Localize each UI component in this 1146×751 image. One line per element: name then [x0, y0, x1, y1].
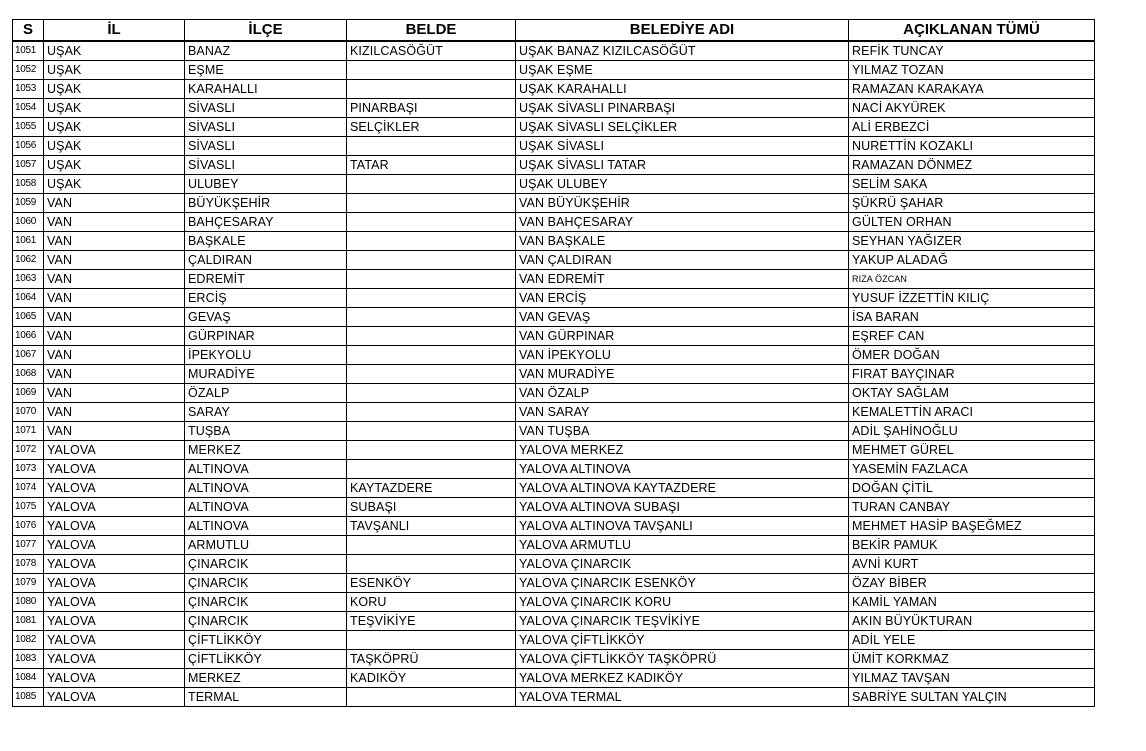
cell-ilce: BANAZ — [185, 41, 347, 61]
cell-belediye-adi: YALOVA MERKEZ KADIKÖY — [516, 668, 849, 687]
cell-sira: 1064 — [13, 288, 44, 307]
cell-aciklanan: MEHMET GÜREL — [849, 440, 1095, 459]
cell-belediye-adi: VAN BAHÇESARAY — [516, 212, 849, 231]
table-row — [13, 611, 1095, 630]
cell-aciklanan: YUSUF İZZETTİN KILIÇ — [849, 288, 1095, 307]
cell-aciklanan: BEKİR PAMUK — [849, 535, 1095, 554]
cell-il: YALOVA — [44, 687, 185, 706]
cell-il: UŞAK — [44, 41, 185, 61]
cell-il: UŞAK — [44, 136, 185, 155]
cell-sira: 1071 — [13, 421, 44, 440]
cell-belediye-adi: YALOVA TERMAL — [516, 687, 849, 706]
cell-ilce: ÇİFTLİKKÖY — [185, 630, 347, 649]
cell-ilce: ALTINOVA — [185, 497, 347, 516]
table-row — [13, 687, 1095, 706]
cell-belde — [347, 554, 516, 573]
table-row — [13, 459, 1095, 478]
cell-ilce: SARAY — [185, 402, 347, 421]
table-row — [13, 193, 1095, 212]
cell-belde — [347, 402, 516, 421]
cell-belediye-adi: YALOVA ALTINOVA TAVŞANLI — [516, 516, 849, 535]
cell-aciklanan: YILMAZ TAVŞAN — [849, 668, 1095, 687]
cell-ilce: TERMAL — [185, 687, 347, 706]
table-row — [13, 98, 1095, 117]
cell-belediye-adi: VAN BÜYÜKŞEHİR — [516, 193, 849, 212]
table-row — [13, 554, 1095, 573]
cell-sira: 1073 — [13, 459, 44, 478]
cell-aciklanan: ÖZAY BİBER — [849, 573, 1095, 592]
cell-aciklanan: EŞREF CAN — [849, 326, 1095, 345]
cell-belde — [347, 630, 516, 649]
cell-sira: 1077 — [13, 535, 44, 554]
cell-sira: 1053 — [13, 79, 44, 98]
header-aciklanan-tumu: AÇIKLANAN TÜMÜ — [849, 20, 1095, 41]
cell-aciklanan: ŞÜKRÜ ŞAHAR — [849, 193, 1095, 212]
cell-il: YALOVA — [44, 478, 185, 497]
cell-aciklanan: YASEMİN FAZLACA — [849, 459, 1095, 478]
cell-ilce: SİVASLI — [185, 155, 347, 174]
cell-belde: TAVŞANLI — [347, 516, 516, 535]
cell-sira: 1070 — [13, 402, 44, 421]
municipality-table — [12, 19, 1095, 707]
table-row — [13, 117, 1095, 136]
cell-belde: TATAR — [347, 155, 516, 174]
cell-aciklanan: ALİ ERBEZCİ — [849, 117, 1095, 136]
cell-ilce: MURADİYE — [185, 364, 347, 383]
cell-il: YALOVA — [44, 573, 185, 592]
cell-ilce: ARMUTLU — [185, 535, 347, 554]
table-row — [13, 41, 1095, 61]
cell-aciklanan: TURAN CANBAY — [849, 497, 1095, 516]
cell-ilce: KARAHALLI — [185, 79, 347, 98]
cell-sira: 1066 — [13, 326, 44, 345]
cell-belde — [347, 326, 516, 345]
cell-sira: 1060 — [13, 212, 44, 231]
cell-il: YALOVA — [44, 630, 185, 649]
cell-il: VAN — [44, 345, 185, 364]
cell-sira: 1074 — [13, 478, 44, 497]
cell-ilce: ALTINOVA — [185, 478, 347, 497]
cell-aciklanan: RAMAZAN DÖNMEZ — [849, 155, 1095, 174]
cell-il: YALOVA — [44, 497, 185, 516]
cell-il: VAN — [44, 250, 185, 269]
header-belediye-adi: BELEDİYE ADI — [516, 20, 849, 41]
cell-belediye-adi: YALOVA ALTINOVA KAYTAZDERE — [516, 478, 849, 497]
cell-aciklanan: KEMALETTİN ARACI — [849, 402, 1095, 421]
cell-il: VAN — [44, 421, 185, 440]
header-il: İL — [44, 20, 185, 41]
cell-belde: KAYTAZDERE — [347, 478, 516, 497]
cell-belediye-adi: UŞAK SİVASLI — [516, 136, 849, 155]
cell-aciklanan: ÖMER DOĞAN — [849, 345, 1095, 364]
cell-belediye-adi: VAN ERCİŞ — [516, 288, 849, 307]
cell-il: YALOVA — [44, 516, 185, 535]
cell-il: VAN — [44, 326, 185, 345]
table-row — [13, 231, 1095, 250]
cell-sira: 1057 — [13, 155, 44, 174]
cell-belde — [347, 269, 516, 288]
cell-belde: KADIKÖY — [347, 668, 516, 687]
cell-ilce: ÇINARCIK — [185, 592, 347, 611]
cell-il: YALOVA — [44, 554, 185, 573]
cell-il: VAN — [44, 402, 185, 421]
cell-il: VAN — [44, 364, 185, 383]
cell-ilce: SİVASLI — [185, 98, 347, 117]
cell-belde — [347, 174, 516, 193]
cell-ilce: EDREMİT — [185, 269, 347, 288]
cell-sira: 1080 — [13, 592, 44, 611]
cell-sira: 1061 — [13, 231, 44, 250]
cell-belediye-adi: VAN GEVAŞ — [516, 307, 849, 326]
cell-belediye-adi: YALOVA ÇİFTLİKKÖY — [516, 630, 849, 649]
table-row — [13, 630, 1095, 649]
cell-ilce: ALTINOVA — [185, 459, 347, 478]
table-row — [13, 269, 1095, 288]
cell-ilce: SİVASLI — [185, 117, 347, 136]
table-row — [13, 79, 1095, 98]
cell-belde: ESENKÖY — [347, 573, 516, 592]
table-row — [13, 592, 1095, 611]
cell-ilce: GEVAŞ — [185, 307, 347, 326]
cell-ilce: MERKEZ — [185, 668, 347, 687]
cell-ilce: ÖZALP — [185, 383, 347, 402]
table-row — [13, 288, 1095, 307]
cell-il: UŞAK — [44, 60, 185, 79]
cell-il: UŞAK — [44, 155, 185, 174]
cell-sira: 1068 — [13, 364, 44, 383]
table-row — [13, 60, 1095, 79]
cell-ilce: İPEKYOLU — [185, 345, 347, 364]
cell-ilce: GÜRPINAR — [185, 326, 347, 345]
cell-belediye-adi: UŞAK SİVASLI PINARBAŞI — [516, 98, 849, 117]
cell-sira: 1072 — [13, 440, 44, 459]
cell-belde: TEŞVİKİYE — [347, 611, 516, 630]
cell-sira: 1055 — [13, 117, 44, 136]
cell-il: UŞAK — [44, 79, 185, 98]
cell-aciklanan: REFİK TUNCAY — [849, 41, 1095, 61]
cell-il: YALOVA — [44, 459, 185, 478]
cell-aciklanan: KAMİL YAMAN — [849, 592, 1095, 611]
cell-il: VAN — [44, 288, 185, 307]
cell-aciklanan: GÜLTEN ORHAN — [849, 212, 1095, 231]
cell-belde — [347, 535, 516, 554]
cell-il: YALOVA — [44, 668, 185, 687]
cell-belde — [347, 307, 516, 326]
table-row — [13, 364, 1095, 383]
header-row — [13, 20, 1095, 41]
table-row — [13, 440, 1095, 459]
cell-belediye-adi: YALOVA ÇINARCIK KORU — [516, 592, 849, 611]
cell-belediye-adi: YALOVA ARMUTLU — [516, 535, 849, 554]
cell-il: YALOVA — [44, 535, 185, 554]
cell-belediye-adi: YALOVA ÇINARCIK — [516, 554, 849, 573]
cell-belediye-adi: YALOVA ALTINOVA — [516, 459, 849, 478]
cell-belediye-adi: UŞAK SİVASLI TATAR — [516, 155, 849, 174]
table-row — [13, 250, 1095, 269]
header-belde: BELDE — [347, 20, 516, 41]
cell-sira: 1063 — [13, 269, 44, 288]
cell-ilce: TUŞBA — [185, 421, 347, 440]
cell-il: VAN — [44, 269, 185, 288]
cell-belde — [347, 250, 516, 269]
cell-il: UŞAK — [44, 117, 185, 136]
table-row — [13, 478, 1095, 497]
cell-aciklanan: NACİ AKYÜREK — [849, 98, 1095, 117]
cell-belediye-adi: VAN ÖZALP — [516, 383, 849, 402]
table-row — [13, 136, 1095, 155]
table-row — [13, 326, 1095, 345]
cell-il: UŞAK — [44, 98, 185, 117]
cell-sira: 1052 — [13, 60, 44, 79]
cell-aciklanan: DOĞAN ÇİTİL — [849, 478, 1095, 497]
cell-belde — [347, 459, 516, 478]
cell-belde — [347, 440, 516, 459]
cell-sira: 1059 — [13, 193, 44, 212]
cell-sira: 1084 — [13, 668, 44, 687]
cell-ilce: ALTINOVA — [185, 516, 347, 535]
cell-belediye-adi: VAN TUŞBA — [516, 421, 849, 440]
cell-aciklanan: NURETTİN KOZAKLI — [849, 136, 1095, 155]
cell-sira: 1062 — [13, 250, 44, 269]
cell-belde — [347, 79, 516, 98]
cell-aciklanan: SABRİYE SULTAN YALÇIN — [849, 687, 1095, 706]
cell-sira: 1085 — [13, 687, 44, 706]
cell-belediye-adi: YALOVA ÇINARCIK ESENKÖY — [516, 573, 849, 592]
header-ilce: İLÇE — [185, 20, 347, 41]
cell-il: VAN — [44, 307, 185, 326]
table-row — [13, 307, 1095, 326]
cell-ilce: SİVASLI — [185, 136, 347, 155]
cell-aciklanan: AKIN BÜYÜKTURAN — [849, 611, 1095, 630]
cell-il: UŞAK — [44, 174, 185, 193]
cell-sira: 1067 — [13, 345, 44, 364]
cell-ilce: EŞME — [185, 60, 347, 79]
cell-sira: 1051 — [13, 41, 44, 61]
cell-aciklanan: ADİL ŞAHİNOĞLU — [849, 421, 1095, 440]
cell-il: VAN — [44, 193, 185, 212]
cell-aciklanan: YILMAZ TOZAN — [849, 60, 1095, 79]
cell-sira: 1079 — [13, 573, 44, 592]
cell-sira: 1056 — [13, 136, 44, 155]
cell-belediye-adi: VAN BAŞKALE — [516, 231, 849, 250]
cell-aciklanan: SELİM SAKA — [849, 174, 1095, 193]
cell-il: YALOVA — [44, 592, 185, 611]
cell-ilce: MERKEZ — [185, 440, 347, 459]
cell-belde — [347, 193, 516, 212]
cell-sira: 1078 — [13, 554, 44, 573]
cell-belde — [347, 288, 516, 307]
cell-belde: KORU — [347, 592, 516, 611]
table-row — [13, 174, 1095, 193]
cell-sira: 1054 — [13, 98, 44, 117]
cell-belediye-adi: VAN ÇALDIRAN — [516, 250, 849, 269]
cell-belde — [347, 136, 516, 155]
cell-belediye-adi: YALOVA MERKEZ — [516, 440, 849, 459]
cell-sira: 1082 — [13, 630, 44, 649]
table-row — [13, 383, 1095, 402]
cell-sira: 1083 — [13, 649, 44, 668]
cell-aciklanan: ÜMİT KORKMAZ — [849, 649, 1095, 668]
cell-il: YALOVA — [44, 440, 185, 459]
table-body — [13, 41, 1095, 707]
cell-belde: KIZILCASÖĞÜT — [347, 41, 516, 61]
cell-belde: PINARBAŞI — [347, 98, 516, 117]
cell-aciklanan: AVNİ KURT — [849, 554, 1095, 573]
cell-belde — [347, 212, 516, 231]
table-row — [13, 649, 1095, 668]
cell-aciklanan: YAKUP ALADAĞ — [849, 250, 1095, 269]
cell-ilce: ÇALDIRAN — [185, 250, 347, 269]
cell-aciklanan: ADİL YELE — [849, 630, 1095, 649]
cell-il: VAN — [44, 231, 185, 250]
cell-il: VAN — [44, 383, 185, 402]
cell-aciklanan: RAMAZAN KARAKAYA — [849, 79, 1095, 98]
cell-sira: 1065 — [13, 307, 44, 326]
cell-belediye-adi: YALOVA ALTINOVA SUBAŞI — [516, 497, 849, 516]
table-row — [13, 573, 1095, 592]
table-row — [13, 402, 1095, 421]
table-row — [13, 421, 1095, 440]
cell-aciklanan: İSA BARAN — [849, 307, 1095, 326]
cell-aciklanan: MEHMET HASİP BAŞEĞMEZ — [849, 516, 1095, 535]
table-row — [13, 535, 1095, 554]
cell-belediye-adi: YALOVA ÇİFTLİKKÖY TAŞKÖPRÜ — [516, 649, 849, 668]
cell-belde: SUBAŞI — [347, 497, 516, 516]
cell-sira: 1075 — [13, 497, 44, 516]
cell-ilce: ÇINARCIK — [185, 573, 347, 592]
cell-sira: 1081 — [13, 611, 44, 630]
cell-belde — [347, 421, 516, 440]
cell-belediye-adi: UŞAK EŞME — [516, 60, 849, 79]
cell-il: YALOVA — [44, 611, 185, 630]
cell-belediye-adi: VAN SARAY — [516, 402, 849, 421]
cell-sira: 1069 — [13, 383, 44, 402]
cell-belediye-adi: VAN EDREMİT — [516, 269, 849, 288]
cell-aciklanan: RIZA ÖZCAN — [849, 269, 1095, 288]
table-row — [13, 497, 1095, 516]
cell-aciklanan: OKTAY SAĞLAM — [849, 383, 1095, 402]
cell-belediye-adi: UŞAK BANAZ KIZILCASÖĞÜT — [516, 41, 849, 61]
cell-belde — [347, 687, 516, 706]
cell-belediye-adi: UŞAK ULUBEY — [516, 174, 849, 193]
cell-ilce: ÇİFTLİKKÖY — [185, 649, 347, 668]
table-row — [13, 668, 1095, 687]
cell-belediye-adi: VAN MURADİYE — [516, 364, 849, 383]
cell-ilce: ÇINARCIK — [185, 554, 347, 573]
table-row — [13, 516, 1095, 535]
table-row — [13, 345, 1095, 364]
cell-belediye-adi: YALOVA ÇINARCIK TEŞVİKİYE — [516, 611, 849, 630]
cell-sira: 1058 — [13, 174, 44, 193]
cell-ilce: ULUBEY — [185, 174, 347, 193]
cell-ilce: BAŞKALE — [185, 231, 347, 250]
cell-belediye-adi: UŞAK KARAHALLI — [516, 79, 849, 98]
header-s: S — [13, 20, 44, 41]
cell-il: VAN — [44, 212, 185, 231]
cell-belde — [347, 383, 516, 402]
cell-belediye-adi: UŞAK SİVASLI SELÇİKLER — [516, 117, 849, 136]
cell-ilce: ERCİŞ — [185, 288, 347, 307]
cell-aciklanan: FIRAT BAYÇINAR — [849, 364, 1095, 383]
cell-belde — [347, 231, 516, 250]
cell-ilce: ÇINARCIK — [185, 611, 347, 630]
cell-belediye-adi: VAN GÜRPINAR — [516, 326, 849, 345]
cell-ilce: BÜYÜKŞEHİR — [185, 193, 347, 212]
cell-sira: 1076 — [13, 516, 44, 535]
table-header — [13, 20, 1095, 41]
cell-belde — [347, 364, 516, 383]
cell-belde: SELÇİKLER — [347, 117, 516, 136]
cell-aciklanan: SEYHAN YAĞIZER — [849, 231, 1095, 250]
cell-ilce: BAHÇESARAY — [185, 212, 347, 231]
cell-belde — [347, 60, 516, 79]
table-row — [13, 155, 1095, 174]
cell-il: YALOVA — [44, 649, 185, 668]
table-row — [13, 212, 1095, 231]
cell-belde — [347, 345, 516, 364]
cell-belde: TAŞKÖPRÜ — [347, 649, 516, 668]
cell-belediye-adi: VAN İPEKYOLU — [516, 345, 849, 364]
